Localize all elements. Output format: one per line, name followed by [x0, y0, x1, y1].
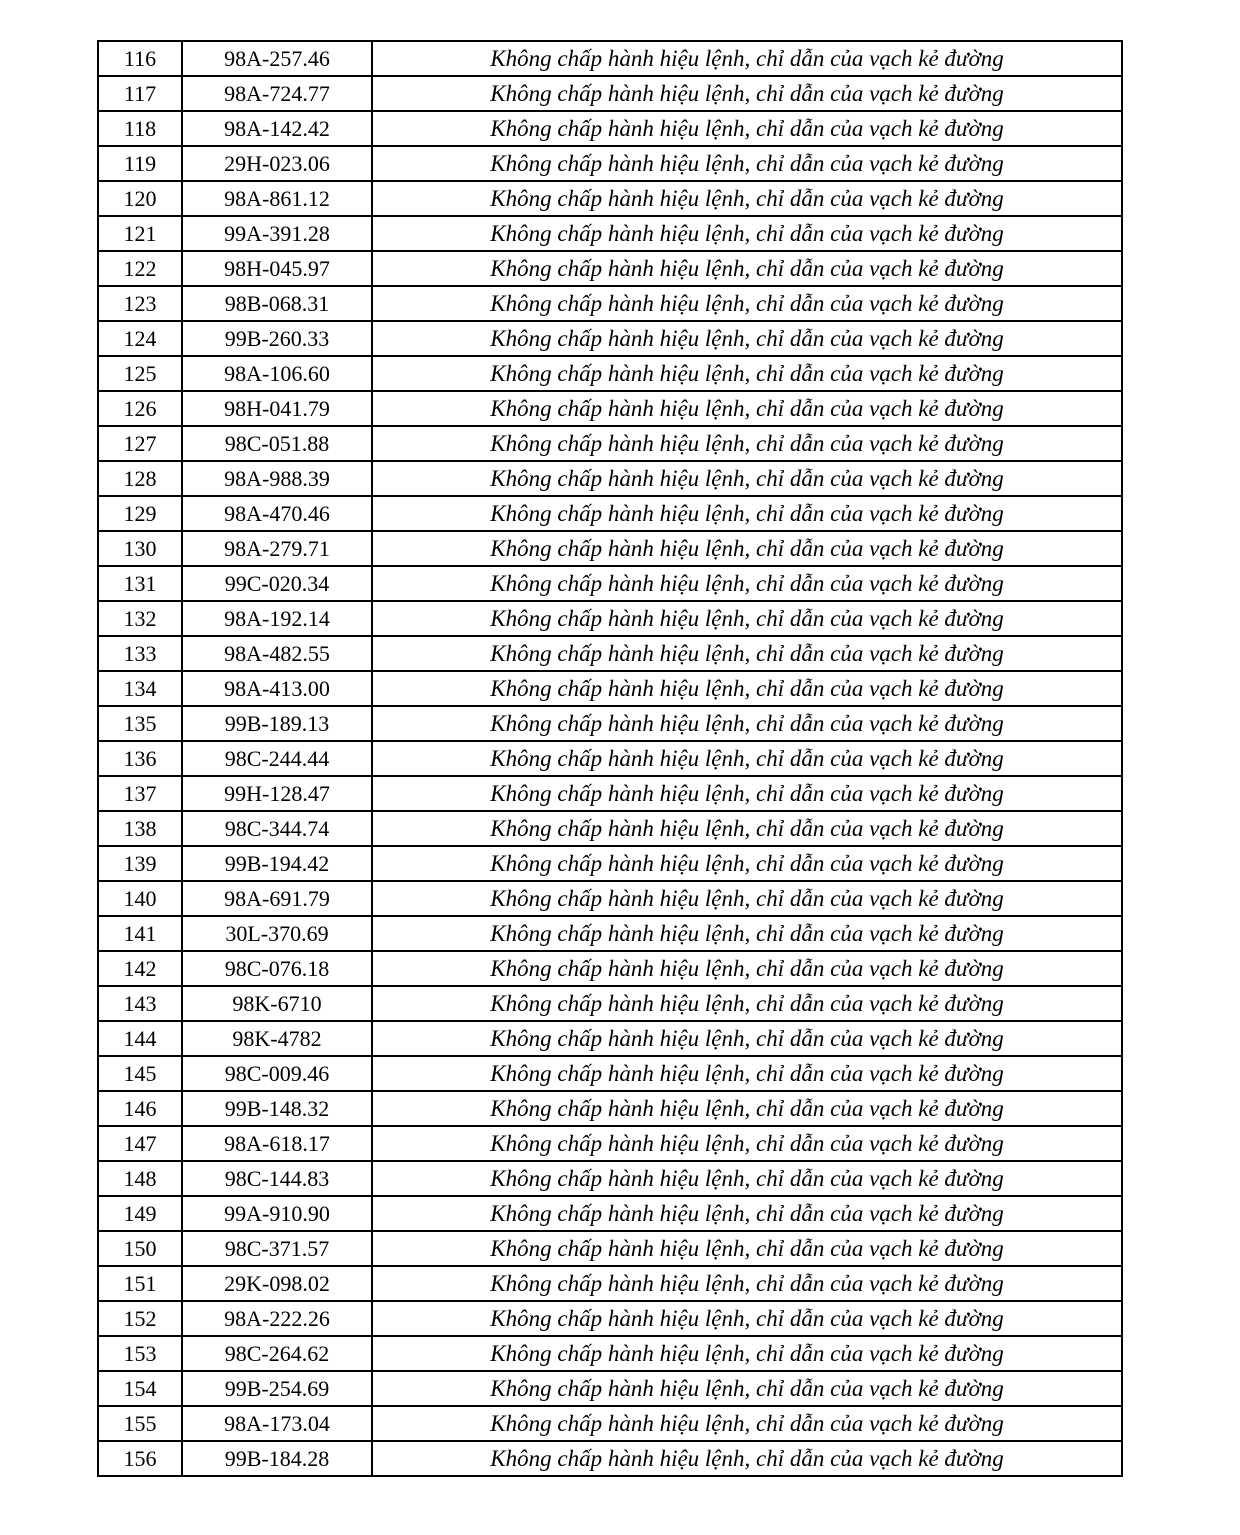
table-row [98, 216, 1122, 251]
cell-row-number: 136 [98, 741, 182, 776]
table-row [98, 1056, 1122, 1091]
cell-row-number: 146 [98, 1091, 182, 1126]
cell-license-plate: 98A-618.17 [182, 1126, 372, 1161]
cell-license-plate: 98C-344.74 [182, 811, 372, 846]
cell-license-plate: 29H-023.06 [182, 146, 372, 181]
table-row [98, 1196, 1122, 1231]
cell-license-plate: 98A-724.77 [182, 76, 372, 111]
table-row [98, 1021, 1122, 1056]
cell-violation-text: Không chấp hành hiệu lệnh, chỉ dẫn của vạch kẻ đường [372, 776, 1122, 811]
cell-violation-text: Không chấp hành hiệu lệnh, chỉ dẫn của vạch kẻ đường [372, 566, 1122, 601]
cell-violation-text: Không chấp hành hiệu lệnh, chỉ dẫn của vạch kẻ đường [372, 391, 1122, 426]
cell-row-number: 127 [98, 426, 182, 461]
cell-violation-text: Không chấp hành hiệu lệnh, chỉ dẫn của vạch kẻ đường [372, 706, 1122, 741]
cell-row-number: 152 [98, 1301, 182, 1336]
cell-license-plate: 99H-128.47 [182, 776, 372, 811]
cell-license-plate: 99A-391.28 [182, 216, 372, 251]
cell-violation-text: Không chấp hành hiệu lệnh, chỉ dẫn của vạch kẻ đường [372, 881, 1122, 916]
cell-violation-text: Không chấp hành hiệu lệnh, chỉ dẫn của vạch kẻ đường [372, 496, 1122, 531]
cell-row-number: 131 [98, 566, 182, 601]
cell-violation-text: Không chấp hành hiệu lệnh, chỉ dẫn của vạch kẻ đường [372, 41, 1122, 76]
cell-row-number: 153 [98, 1336, 182, 1371]
cell-violation-text: Không chấp hành hiệu lệnh, chỉ dẫn của vạch kẻ đường [372, 181, 1122, 216]
table-row [98, 356, 1122, 391]
cell-row-number: 145 [98, 1056, 182, 1091]
cell-violation-text: Không chấp hành hiệu lệnh, chỉ dẫn của vạch kẻ đường [372, 1336, 1122, 1371]
cell-license-plate: 99B-194.42 [182, 846, 372, 881]
cell-row-number: 144 [98, 1021, 182, 1056]
table-row [98, 111, 1122, 146]
cell-row-number: 150 [98, 1231, 182, 1266]
cell-violation-text: Không chấp hành hiệu lệnh, chỉ dẫn của vạch kẻ đường [372, 426, 1122, 461]
cell-violation-text: Không chấp hành hiệu lệnh, chỉ dẫn của vạch kẻ đường [372, 636, 1122, 671]
table-row [98, 1406, 1122, 1441]
table-row [98, 566, 1122, 601]
cell-row-number: 126 [98, 391, 182, 426]
cell-row-number: 119 [98, 146, 182, 181]
cell-violation-text: Không chấp hành hiệu lệnh, chỉ dẫn của vạch kẻ đường [372, 1196, 1122, 1231]
cell-row-number: 118 [98, 111, 182, 146]
cell-violation-text: Không chấp hành hiệu lệnh, chỉ dẫn của vạch kẻ đường [372, 1406, 1122, 1441]
cell-violation-text: Không chấp hành hiệu lệnh, chỉ dẫn của vạch kẻ đường [372, 986, 1122, 1021]
cell-row-number: 147 [98, 1126, 182, 1161]
table-row [98, 76, 1122, 111]
cell-license-plate: 98A-142.42 [182, 111, 372, 146]
cell-row-number: 120 [98, 181, 182, 216]
cell-violation-text: Không chấp hành hiệu lệnh, chỉ dẫn của vạch kẻ đường [372, 916, 1122, 951]
cell-violation-text: Không chấp hành hiệu lệnh, chỉ dẫn của vạch kẻ đường [372, 811, 1122, 846]
cell-license-plate: 98A-173.04 [182, 1406, 372, 1441]
cell-license-plate: 98H-041.79 [182, 391, 372, 426]
violation-table [97, 40, 1123, 1477]
cell-license-plate: 98A-861.12 [182, 181, 372, 216]
cell-license-plate: 98H-045.97 [182, 251, 372, 286]
cell-license-plate: 99B-148.32 [182, 1091, 372, 1126]
cell-row-number: 138 [98, 811, 182, 846]
cell-license-plate: 98K-6710 [182, 986, 372, 1021]
table-row [98, 181, 1122, 216]
cell-violation-text: Không chấp hành hiệu lệnh, chỉ dẫn của vạch kẻ đường [372, 1301, 1122, 1336]
table-row [98, 846, 1122, 881]
table-row [98, 426, 1122, 461]
cell-row-number: 135 [98, 706, 182, 741]
cell-license-plate: 99B-254.69 [182, 1371, 372, 1406]
cell-license-plate: 98A-470.46 [182, 496, 372, 531]
cell-violation-text: Không chấp hành hiệu lệnh, chỉ dẫn của vạch kẻ đường [372, 111, 1122, 146]
table-row [98, 1441, 1122, 1476]
table-row [98, 146, 1122, 181]
cell-row-number: 134 [98, 671, 182, 706]
cell-license-plate: 99C-020.34 [182, 566, 372, 601]
cell-license-plate: 98C-264.62 [182, 1336, 372, 1371]
cell-row-number: 117 [98, 76, 182, 111]
cell-row-number: 148 [98, 1161, 182, 1196]
cell-license-plate: 98A-988.39 [182, 461, 372, 496]
cell-license-plate: 99A-910.90 [182, 1196, 372, 1231]
cell-row-number: 140 [98, 881, 182, 916]
cell-row-number: 151 [98, 1266, 182, 1301]
cell-violation-text: Không chấp hành hiệu lệnh, chỉ dẫn của vạch kẻ đường [372, 76, 1122, 111]
cell-violation-text: Không chấp hành hiệu lệnh, chỉ dẫn của vạch kẻ đường [372, 671, 1122, 706]
cell-violation-text: Không chấp hành hiệu lệnh, chỉ dẫn của vạch kẻ đường [372, 216, 1122, 251]
cell-violation-text: Không chấp hành hiệu lệnh, chỉ dẫn của vạch kẻ đường [372, 1161, 1122, 1196]
cell-row-number: 123 [98, 286, 182, 321]
cell-violation-text: Không chấp hành hiệu lệnh, chỉ dẫn của vạch kẻ đường [372, 1021, 1122, 1056]
table-row [98, 811, 1122, 846]
cell-violation-text: Không chấp hành hiệu lệnh, chỉ dẫn của vạch kẻ đường [372, 846, 1122, 881]
cell-violation-text: Không chấp hành hiệu lệnh, chỉ dẫn của vạch kẻ đường [372, 1231, 1122, 1266]
cell-license-plate: 98C-009.46 [182, 1056, 372, 1091]
cell-row-number: 130 [98, 531, 182, 566]
cell-license-plate: 98A-192.14 [182, 601, 372, 636]
cell-violation-text: Không chấp hành hiệu lệnh, chỉ dẫn của vạch kẻ đường [372, 1371, 1122, 1406]
cell-violation-text: Không chấp hành hiệu lệnh, chỉ dẫn của vạch kẻ đường [372, 251, 1122, 286]
cell-row-number: 137 [98, 776, 182, 811]
document-page [97, 40, 1123, 1477]
cell-license-plate: 98C-144.83 [182, 1161, 372, 1196]
cell-row-number: 143 [98, 986, 182, 1021]
table-row [98, 636, 1122, 671]
cell-violation-text: Không chấp hành hiệu lệnh, chỉ dẫn của vạch kẻ đường [372, 1266, 1122, 1301]
table-row [98, 286, 1122, 321]
table-row [98, 1161, 1122, 1196]
cell-license-plate: 30L-370.69 [182, 916, 372, 951]
cell-violation-text: Không chấp hành hiệu lệnh, chỉ dẫn của vạch kẻ đường [372, 1126, 1122, 1161]
cell-violation-text: Không chấp hành hiệu lệnh, chỉ dẫn của vạch kẻ đường [372, 146, 1122, 181]
cell-row-number: 122 [98, 251, 182, 286]
table-row [98, 671, 1122, 706]
cell-violation-text: Không chấp hành hiệu lệnh, chỉ dẫn của vạch kẻ đường [372, 531, 1122, 566]
cell-row-number: 128 [98, 461, 182, 496]
table-row [98, 391, 1122, 426]
cell-row-number: 141 [98, 916, 182, 951]
table-row [98, 706, 1122, 741]
table-row [98, 881, 1122, 916]
cell-violation-text: Không chấp hành hiệu lệnh, chỉ dẫn của vạch kẻ đường [372, 321, 1122, 356]
table-row [98, 951, 1122, 986]
table-row [98, 1301, 1122, 1336]
cell-violation-text: Không chấp hành hiệu lệnh, chỉ dẫn của vạch kẻ đường [372, 461, 1122, 496]
table-row [98, 461, 1122, 496]
cell-license-plate: 29K-098.02 [182, 1266, 372, 1301]
cell-row-number: 149 [98, 1196, 182, 1231]
cell-row-number: 124 [98, 321, 182, 356]
cell-license-plate: 98C-076.18 [182, 951, 372, 986]
cell-violation-text: Không chấp hành hiệu lệnh, chỉ dẫn của vạch kẻ đường [372, 741, 1122, 776]
table-row [98, 776, 1122, 811]
cell-license-plate: 98C-371.57 [182, 1231, 372, 1266]
table-row [98, 601, 1122, 636]
cell-row-number: 154 [98, 1371, 182, 1406]
cell-license-plate: 99B-184.28 [182, 1441, 372, 1476]
cell-license-plate: 98A-222.26 [182, 1301, 372, 1336]
cell-row-number: 129 [98, 496, 182, 531]
cell-license-plate: 98A-257.46 [182, 41, 372, 76]
cell-violation-text: Không chấp hành hiệu lệnh, chỉ dẫn của vạch kẻ đường [372, 286, 1122, 321]
table-row [98, 986, 1122, 1021]
table-body [98, 41, 1122, 1476]
cell-violation-text: Không chấp hành hiệu lệnh, chỉ dẫn của vạch kẻ đường [372, 1056, 1122, 1091]
cell-license-plate: 98K-4782 [182, 1021, 372, 1056]
table-row [98, 1266, 1122, 1301]
cell-violation-text: Không chấp hành hiệu lệnh, chỉ dẫn của vạch kẻ đường [372, 951, 1122, 986]
cell-license-plate: 98A-482.55 [182, 636, 372, 671]
cell-license-plate: 98C-244.44 [182, 741, 372, 776]
table-row [98, 1371, 1122, 1406]
cell-violation-text: Không chấp hành hiệu lệnh, chỉ dẫn của vạch kẻ đường [372, 1091, 1122, 1126]
cell-row-number: 155 [98, 1406, 182, 1441]
cell-row-number: 125 [98, 356, 182, 391]
table-row [98, 531, 1122, 566]
cell-license-plate: 98B-068.31 [182, 286, 372, 321]
cell-license-plate: 99B-260.33 [182, 321, 372, 356]
cell-violation-text: Không chấp hành hiệu lệnh, chỉ dẫn của vạch kẻ đường [372, 601, 1122, 636]
table-row [98, 1336, 1122, 1371]
cell-license-plate: 99B-189.13 [182, 706, 372, 741]
cell-row-number: 132 [98, 601, 182, 636]
table-row [98, 1091, 1122, 1126]
cell-license-plate: 98A-413.00 [182, 671, 372, 706]
table-row [98, 41, 1122, 76]
cell-row-number: 142 [98, 951, 182, 986]
cell-violation-text: Không chấp hành hiệu lệnh, chỉ dẫn của vạch kẻ đường [372, 356, 1122, 391]
table-row [98, 321, 1122, 356]
cell-row-number: 116 [98, 41, 182, 76]
table-row [98, 741, 1122, 776]
table-row [98, 916, 1122, 951]
cell-row-number: 139 [98, 846, 182, 881]
cell-row-number: 156 [98, 1441, 182, 1476]
table-row [98, 496, 1122, 531]
table-row [98, 1126, 1122, 1161]
cell-license-plate: 98A-106.60 [182, 356, 372, 391]
cell-row-number: 121 [98, 216, 182, 251]
table-row [98, 251, 1122, 286]
cell-license-plate: 98A-279.71 [182, 531, 372, 566]
cell-license-plate: 98C-051.88 [182, 426, 372, 461]
cell-violation-text: Không chấp hành hiệu lệnh, chỉ dẫn của vạch kẻ đường [372, 1441, 1122, 1476]
table-row [98, 1231, 1122, 1266]
cell-row-number: 133 [98, 636, 182, 671]
cell-license-plate: 98A-691.79 [182, 881, 372, 916]
